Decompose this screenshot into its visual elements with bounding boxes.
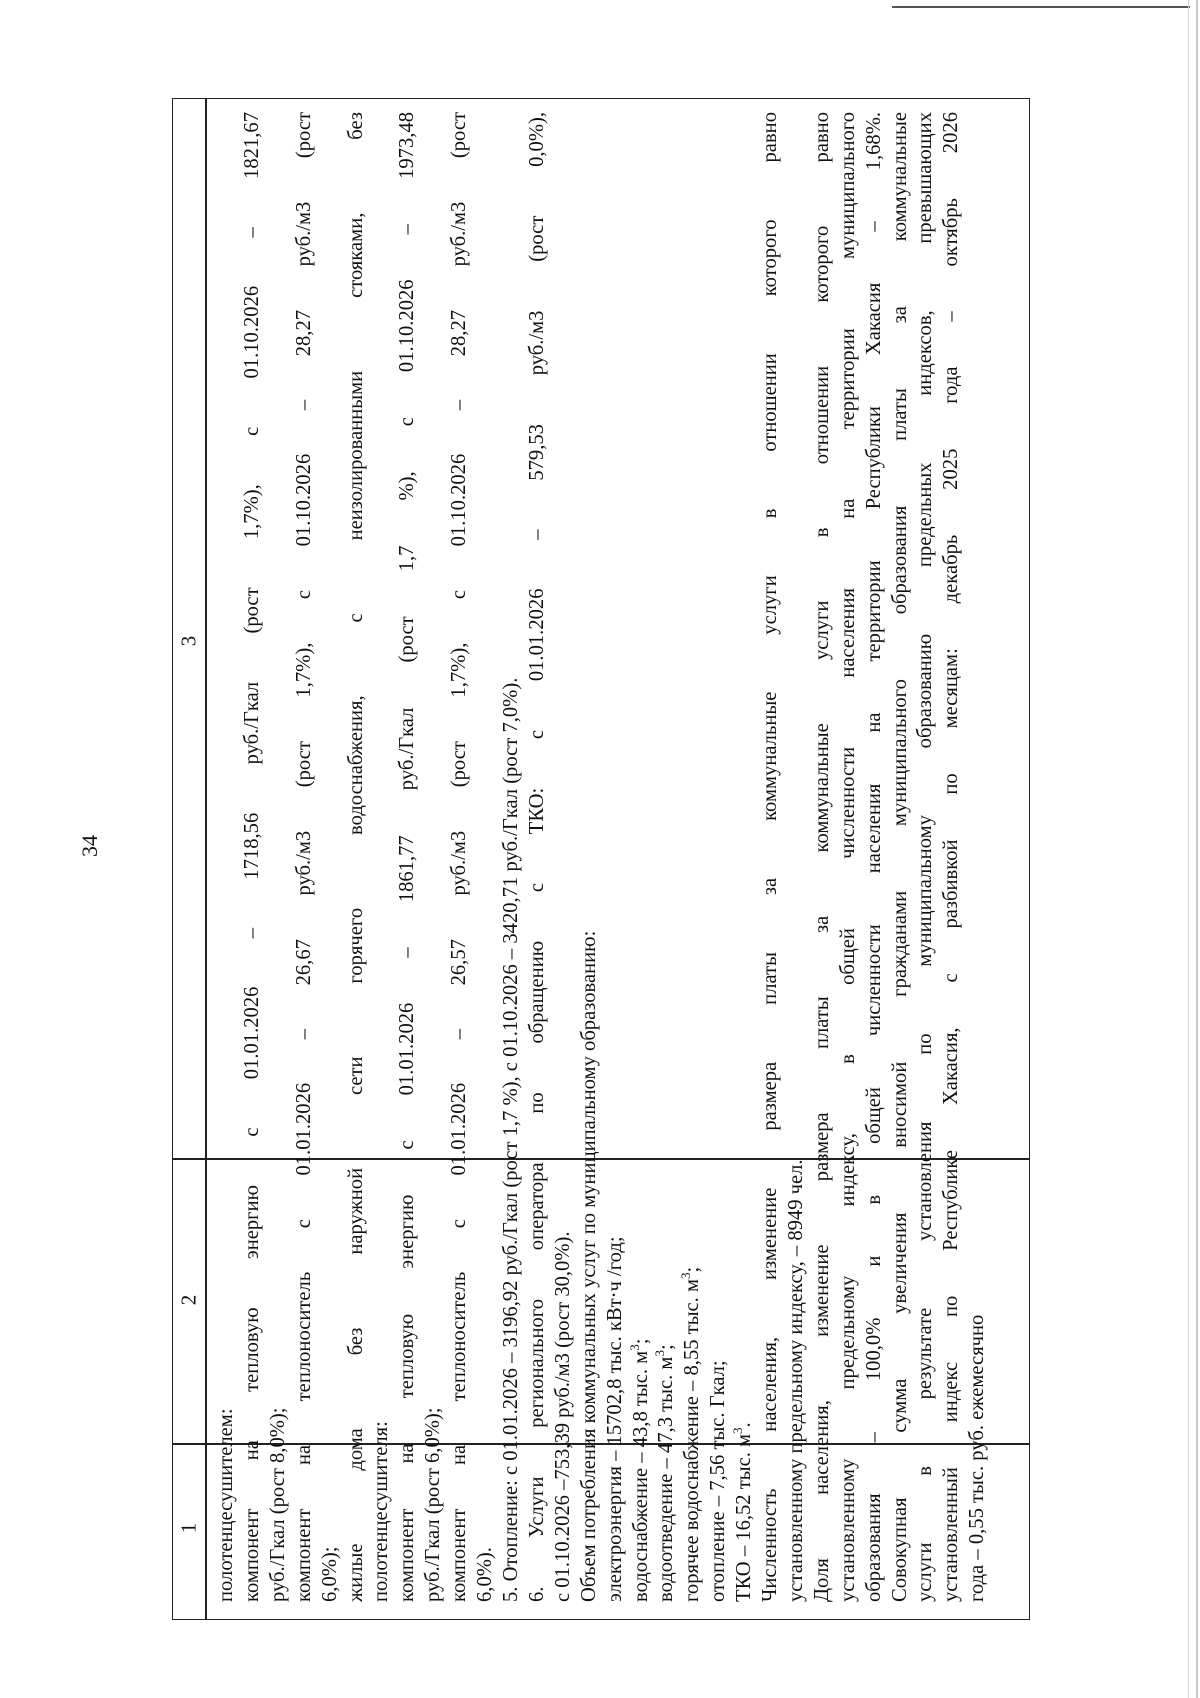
text-line: услуги в результате установления по муниципальному образованию предельных индексов, превышающих	[914, 112, 937, 1602]
text-line: отопление – 7,56 тыс. Гкал;	[707, 1360, 730, 1602]
text-line: года – 0,55 тыс. руб. ежемесячно	[966, 1314, 989, 1602]
text-line: водоотведение – 47,3 тыс. $м^3$;	[652, 1344, 678, 1602]
text-line: установленному предельному индексу, – 8949 чел.	[784, 1159, 807, 1602]
column-header-1: 1	[176, 1522, 201, 1534]
page-number: 34	[77, 835, 102, 857]
text-line: руб./Гкал (рост 6,0%);	[422, 1407, 445, 1602]
text-line: 5. Отопление: с 01.01.2026 – 3196,92 руб./Гкал (рост 1,7 %), с 01.10.2026 – 3420,71 руб./Гкал (рост 7,0%).	[499, 677, 522, 1602]
scan-edge-line	[1188, 0, 1189, 1698]
text-line: Объем потребления коммунальных услуг по муниципальному образованию:	[577, 930, 600, 1602]
text-line: 6,0%);	[318, 1546, 341, 1602]
text-line: компонент на тепловую энергию с 01.01.2026 – 1861,77 руб./Гкал (рост 1,7 %), с 01.10.2026 – 1973,48	[396, 112, 419, 1602]
page-number-box	[78, 826, 102, 866]
text-line: компонент на тепловую энергию с 01.01.2026 – 1718,56 руб./Гкал (рост 1,7%), с 01.10.2026 – 1821,67	[240, 112, 263, 1602]
text-line: горячее водоснабжение – 8,55 тыс. $м^3$;	[678, 1266, 704, 1602]
text-line: с 01.10.2026 –753,39 руб./м3 (рост 30,0%).	[551, 1231, 574, 1602]
text-line: установленному предельному индексу, в общей численности населения на территории муниципального	[836, 112, 859, 1602]
text-line: руб./Гкал (рост 8,0%);	[266, 1407, 289, 1602]
text-line: образования – 100,0% и в общей численности населения на территории Республики Хакасия – 1,68%.	[862, 112, 885, 1602]
text-line: установленный индекс по Республике Хакасия, с разбивкой по месяцам: декабрь 2025 года – октябрь 2026	[940, 112, 963, 1602]
scan-edge-line-outer	[1196, 0, 1198, 1698]
text-line: компонент на теплоноситель с 01.01.2026 – 26,57 руб./м3 (рост 1,7%), с 01.10.2026 – 28,27 руб./м3 (рост	[448, 112, 471, 1602]
text-line: Доля населения, изменение размера платы за коммунальные услуги в отношении которого равно	[810, 112, 833, 1602]
text-line: Совокупная сумма увеличения вносимой гражданами муниципального образования платы за коммунальные	[888, 112, 911, 1602]
text-line: 6,0%).	[474, 1547, 497, 1602]
table-header-divider	[205, 99, 207, 1619]
text-line: 6. Услуги регионального оператора по обращению с ТКО: с 01.01.2026 – 579,53 руб./м3 (рост 0,0%),	[525, 112, 548, 1602]
text-line: ТКО – 16,52 тыс. $м^3$.	[730, 1422, 756, 1602]
column-header-2: 2	[176, 1294, 201, 1306]
scan-edge-top	[892, 6, 1190, 8]
text-line: электроэнергия – 15702,8 тыс. кВт·ч /год;	[603, 1236, 626, 1602]
text-line: полотенцесушителем:	[215, 1408, 237, 1602]
text-line: жилые дома без наружной сети горячего водоснабжения, с неизолированными стояками, без	[344, 112, 367, 1602]
text-line: компонент на теплоноситель с 01.01.2026 – 26,67 руб./м3 (рост 1,7%), с 01.10.2026 – 28,27 руб./м3 (рост	[292, 112, 315, 1602]
column-3-body-text	[214, 112, 1028, 1602]
column-header-3: 3	[176, 635, 201, 647]
text-line: водоснабжение – 43,8 тыс. $м^3$;	[626, 1338, 652, 1602]
text-line: полотенцесушителя:	[370, 1421, 393, 1602]
text-line: Численность населения, изменение размера платы за коммунальные услуги в отношении которого равно	[759, 112, 782, 1602]
